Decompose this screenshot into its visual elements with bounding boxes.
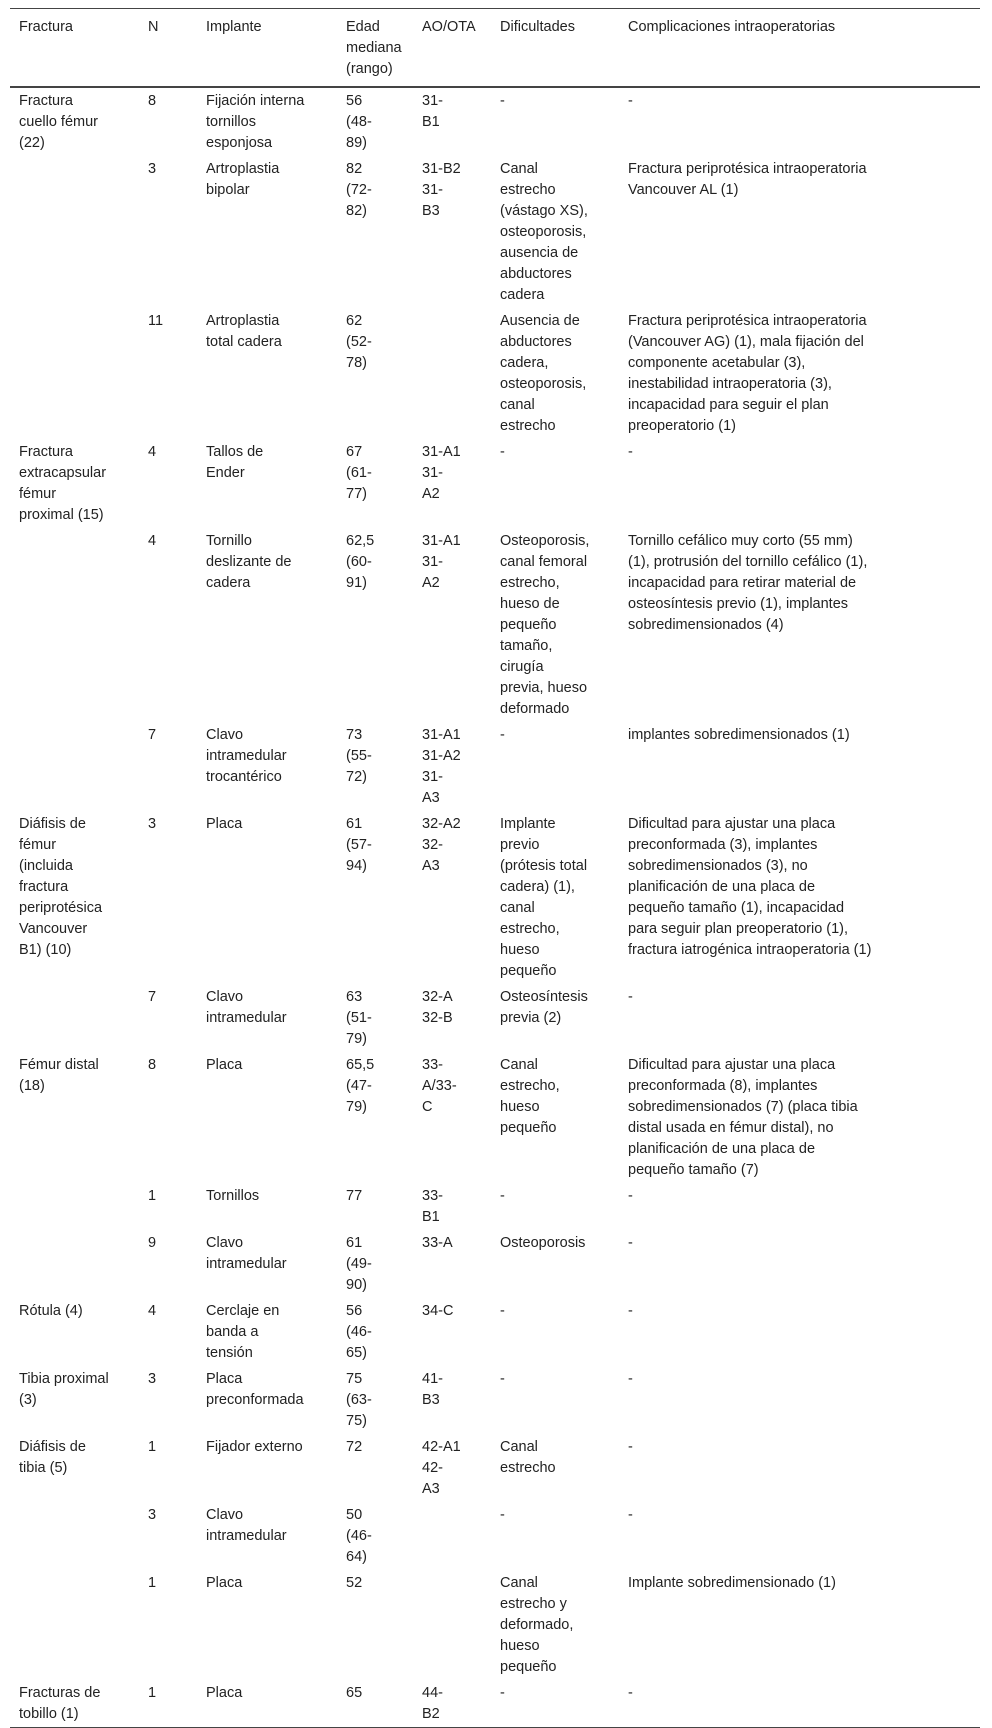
table-cell-n: [139, 1183, 197, 1230]
table-cell-n: [139, 308, 197, 439]
table-cell-ao-ota: [413, 1298, 491, 1366]
cell-text: Artroplastia total cadera: [206, 313, 282, 350]
cell-text: 8: [148, 93, 157, 109]
table-row: [10, 439, 980, 528]
table-cell-ao-ota: [413, 1502, 491, 1570]
cell-text: implantes sobredimensionados (1): [628, 727, 850, 743]
cell-text: Clavo intramedular: [206, 1235, 287, 1272]
column-header-label: N: [148, 19, 159, 35]
cell-text: 32-A 32-B: [422, 989, 453, 1026]
cell-text: -: [500, 1303, 505, 1319]
cell-text: Clavo intramedular: [206, 1507, 287, 1544]
table-cell-complicaciones: [619, 308, 980, 439]
table-cell-ao-ota: [413, 1230, 491, 1298]
cell-text: -: [628, 1685, 633, 1701]
table-cell-ao-ota: [413, 1052, 491, 1183]
table-cell-n: [139, 1298, 197, 1366]
table-cell-implante: [197, 811, 337, 984]
table-cell-ao-ota: [413, 722, 491, 811]
table-cell-dificultades: [491, 1366, 619, 1434]
table-cell-complicaciones: [619, 1230, 980, 1298]
table-cell-implante: [197, 722, 337, 811]
table-cell-dificultades: [491, 1502, 619, 1570]
cell-text: -: [500, 1371, 505, 1387]
cell-text: 42-A1 42- A3: [422, 1439, 461, 1497]
cell-text: Diáfisis de fémur (incluida fractura periprotésica Vancouver B1) (10): [19, 816, 103, 958]
cell-text: 3: [148, 1507, 157, 1523]
cell-text: Cerclaje en banda a tensión: [206, 1303, 280, 1361]
table-cell-n: [139, 87, 197, 156]
table-cell-edad: [337, 1570, 413, 1680]
table-cell-dificultades: [491, 439, 619, 528]
cell-text: Osteosíntesis previa (2): [500, 989, 588, 1026]
cell-text: 9: [148, 1235, 157, 1251]
table-row: [10, 1230, 980, 1298]
table-cell-complicaciones: [619, 1052, 980, 1183]
table-cell-edad: [337, 528, 413, 722]
cell-text: 62,5 (60- 91): [346, 533, 375, 591]
table-cell-complicaciones: [619, 1366, 980, 1434]
table-row: [10, 1570, 980, 1680]
table-row: [10, 1052, 980, 1183]
table-cell-n: [139, 439, 197, 528]
cell-text: Canal estrecho y deformado, hueso pequeño: [500, 1575, 574, 1675]
cell-text: Implante previo (prótesis total cadera) (1), canal estrecho, hueso pequeño: [500, 816, 588, 979]
table-cell-complicaciones: [619, 722, 980, 811]
column-header-n: [139, 9, 197, 88]
table-cell-complicaciones: [619, 984, 980, 1052]
cell-text: -: [500, 1685, 505, 1701]
table-cell-implante: [197, 1366, 337, 1434]
cell-text: 75 (63- 75): [346, 1371, 372, 1429]
table-cell-implante: [197, 1680, 337, 1728]
table-row: [10, 308, 980, 439]
table-cell-fractura: [10, 528, 139, 722]
cell-text: 65,5 (47- 79): [346, 1057, 375, 1115]
cell-text: Canal estrecho (vástago XS), osteoporosis, ausencia de abductores cadera: [500, 161, 588, 303]
cell-text: 7: [148, 727, 157, 743]
cell-text: -: [628, 1188, 633, 1204]
table-cell-fractura: [10, 1434, 139, 1502]
table-header: [10, 9, 980, 88]
cell-text: Diáfisis de tibia (5): [19, 1439, 86, 1476]
cell-text: 32-A2 32- A3: [422, 816, 461, 874]
cell-text: 50 (46- 64): [346, 1507, 372, 1565]
table-cell-implante: [197, 87, 337, 156]
cell-text: Fractura extracapsular fémur proximal (15): [19, 444, 107, 523]
cell-text: Tornillo deslizante de cadera: [206, 533, 292, 591]
table-cell-edad: [337, 156, 413, 308]
table-cell-dificultades: [491, 1434, 619, 1502]
cell-text: 67 (61- 77): [346, 444, 372, 502]
cell-text: 63 (51- 79): [346, 989, 372, 1047]
cell-text: 31-A1 31-A2 31- A3: [422, 727, 461, 806]
cell-text: 4: [148, 444, 157, 460]
cell-text: 72: [346, 1439, 363, 1455]
table-cell-complicaciones: [619, 1298, 980, 1366]
table-cell-complicaciones: [619, 1570, 980, 1680]
table-cell-dificultades: [491, 1230, 619, 1298]
cell-text: 31-B2 31- B3: [422, 161, 461, 219]
cell-text: Rótula (4): [19, 1303, 83, 1319]
cell-text: Fractura periprotésica intraoperatoria (Vancouver AG) (1), mala fijación del componente acetabular (3), inestabilidad intraoperatoria (3), incapacidad para seguir el plan preoperatorio (1): [628, 313, 867, 434]
table-cell-ao-ota: [413, 984, 491, 1052]
table-cell-n: [139, 528, 197, 722]
table-cell-complicaciones: [619, 87, 980, 156]
cell-text: -: [500, 444, 505, 460]
cell-text: 65: [346, 1685, 363, 1701]
table-row: [10, 1434, 980, 1502]
table-cell-fractura: [10, 308, 139, 439]
cell-text: -: [628, 989, 633, 1005]
cell-text: Canal estrecho: [500, 1439, 556, 1476]
cell-text: -: [628, 1439, 633, 1455]
table-cell-edad: [337, 984, 413, 1052]
table-cell-edad: [337, 439, 413, 528]
table-cell-edad: [337, 722, 413, 811]
table-row: [10, 722, 980, 811]
cell-text: Ausencia de abductores cadera, osteoporosis, canal estrecho: [500, 313, 587, 434]
cell-text: Fractura cuello fémur (22): [19, 93, 98, 151]
cell-text: 33-A: [422, 1235, 453, 1251]
column-header-label: Dificultades: [500, 19, 575, 35]
cell-text: Dificultad para ajustar una placa preconformada (3), implantes sobredimensionados (3), no planificación de una placa de pequeño tamaño (1), incapacidad para seguir plan preoperatorio (1), fractura iatrogénica intraoperatoria (1): [628, 816, 872, 958]
cell-text: Implante sobredimensionado (1): [628, 1575, 836, 1591]
cell-text: 4: [148, 533, 157, 549]
table-row: [10, 1366, 980, 1434]
column-header-label: Edad mediana (rango): [346, 19, 402, 77]
table-cell-ao-ota: [413, 156, 491, 308]
cell-text: 82 (72- 82): [346, 161, 372, 219]
column-header-complicaciones: [619, 9, 980, 88]
header-row: [10, 9, 980, 88]
table-cell-dificultades: [491, 1183, 619, 1230]
cell-text: Fracturas de tobillo (1): [19, 1685, 101, 1722]
cell-text: Dificultad para ajustar una placa preconformada (8), implantes sobredimensionados (7) (placa tibia distal usada en fémur distal), no planificación de una placa de pequeño tamaño (7): [628, 1057, 858, 1178]
cell-text: Tornillos: [206, 1188, 260, 1204]
cell-text: 56 (46- 65): [346, 1303, 372, 1361]
cell-text: Osteoporosis, canal femoral estrecho, hueso de pequeño tamaño, cirugía previa, hueso deformado: [500, 533, 590, 717]
table-row: [10, 87, 980, 156]
column-header-label: Fractura: [19, 19, 73, 35]
table-row: [10, 1298, 980, 1366]
cell-text: -: [628, 1371, 633, 1387]
table-cell-n: [139, 1366, 197, 1434]
table-row: [10, 1183, 980, 1230]
column-header-dificultades: [491, 9, 619, 88]
table-cell-implante: [197, 1183, 337, 1230]
cell-text: -: [500, 727, 505, 743]
table-cell-ao-ota: [413, 811, 491, 984]
table-cell-fractura: [10, 1680, 139, 1728]
table-cell-n: [139, 156, 197, 308]
cell-text: Fijación interna tornillos esponjosa: [206, 93, 305, 151]
cell-text: 33- A/33- C: [422, 1057, 457, 1115]
cell-text: 31- B1: [422, 93, 443, 130]
cell-text: Placa: [206, 816, 243, 832]
table-cell-ao-ota: [413, 87, 491, 156]
cell-text: -: [628, 444, 633, 460]
cell-text: 77: [346, 1188, 363, 1204]
cell-text: 1: [148, 1188, 157, 1204]
table-cell-n: [139, 984, 197, 1052]
table-cell-dificultades: [491, 87, 619, 156]
table-cell-fractura: [10, 811, 139, 984]
column-header-ao-ota: [413, 9, 491, 88]
cell-text: 31-A1 31- A2: [422, 533, 461, 591]
cell-text: 62 (52- 78): [346, 313, 372, 371]
table-cell-dificultades: [491, 308, 619, 439]
cell-text: Tallos de Ender: [206, 444, 264, 481]
table-cell-dificultades: [491, 528, 619, 722]
cell-text: Clavo intramedular trocantérico: [206, 727, 287, 785]
table-cell-implante: [197, 528, 337, 722]
table-cell-fractura: [10, 1570, 139, 1680]
cell-text: 11: [148, 313, 164, 329]
cell-text: Placa: [206, 1575, 243, 1591]
table-cell-complicaciones: [619, 811, 980, 984]
cell-text: -: [628, 1235, 633, 1251]
cell-text: Fémur distal (18): [19, 1057, 99, 1094]
column-header-edad: [337, 9, 413, 88]
cell-text: 1: [148, 1439, 157, 1455]
table-cell-complicaciones: [619, 156, 980, 308]
table-cell-implante: [197, 308, 337, 439]
table-cell-implante: [197, 1502, 337, 1570]
cell-text: 1: [148, 1575, 157, 1591]
table-cell-implante: [197, 984, 337, 1052]
cell-text: Artroplastia bipolar: [206, 161, 280, 198]
table-cell-ao-ota: [413, 1680, 491, 1728]
cell-text: 52: [346, 1575, 363, 1591]
cell-text: -: [628, 1507, 633, 1523]
table-cell-dificultades: [491, 1052, 619, 1183]
table-cell-fractura: [10, 1230, 139, 1298]
table-row: [10, 1502, 980, 1570]
results-table: [10, 8, 980, 1728]
table-cell-fractura: [10, 156, 139, 308]
cell-text: 4: [148, 1303, 157, 1319]
cell-text: Placa preconformada: [206, 1371, 304, 1408]
cell-text: 44- B2: [422, 1685, 443, 1722]
table-cell-ao-ota: [413, 528, 491, 722]
cell-text: 61 (57- 94): [346, 816, 372, 874]
table-cell-complicaciones: [619, 1434, 980, 1502]
cell-text: -: [628, 1303, 633, 1319]
table-cell-fractura: [10, 1366, 139, 1434]
cell-text: Clavo intramedular: [206, 989, 287, 1026]
table-cell-implante: [197, 1570, 337, 1680]
table-cell-ao-ota: [413, 1434, 491, 1502]
table-cell-dificultades: [491, 811, 619, 984]
table-cell-dificultades: [491, 722, 619, 811]
table-cell-edad: [337, 1366, 413, 1434]
table-cell-fractura: [10, 722, 139, 811]
table-cell-ao-ota: [413, 439, 491, 528]
cell-text: -: [628, 93, 633, 109]
table-cell-n: [139, 1434, 197, 1502]
cell-text: -: [500, 93, 505, 109]
table-cell-n: [139, 722, 197, 811]
table-cell-dificultades: [491, 1298, 619, 1366]
cell-text: 56 (48- 89): [346, 93, 372, 151]
table-cell-dificultades: [491, 1570, 619, 1680]
table-cell-ao-ota: [413, 1183, 491, 1230]
table-cell-edad: [337, 1502, 413, 1570]
cell-text: 8: [148, 1057, 157, 1073]
table-row: [10, 984, 980, 1052]
table-cell-edad: [337, 308, 413, 439]
cell-text: 7: [148, 989, 157, 1005]
table-cell-complicaciones: [619, 1680, 980, 1728]
table-cell-n: [139, 1230, 197, 1298]
table-cell-complicaciones: [619, 1183, 980, 1230]
column-header-label: AO/OTA: [422, 19, 476, 35]
table-cell-edad: [337, 87, 413, 156]
table-row: [10, 156, 980, 308]
cell-text: 34-C: [422, 1303, 454, 1319]
table-cell-edad: [337, 1434, 413, 1502]
cell-text: Fijador externo: [206, 1439, 303, 1455]
cell-text: Osteoporosis: [500, 1235, 586, 1251]
table-cell-implante: [197, 1052, 337, 1183]
table-cell-n: [139, 1680, 197, 1728]
table-cell-fractura: [10, 1502, 139, 1570]
table-cell-n: [139, 811, 197, 984]
cell-text: Canal estrecho, hueso pequeño: [500, 1057, 560, 1136]
table-cell-fractura: [10, 1298, 139, 1366]
cell-text: Fractura periprotésica intraoperatoria Vancouver AL (1): [628, 161, 867, 198]
table-cell-edad: [337, 1052, 413, 1183]
cell-text: -: [500, 1188, 505, 1204]
cell-text: -: [500, 1507, 505, 1523]
cell-text: Tibia proximal (3): [19, 1371, 109, 1408]
column-header-fractura: [10, 9, 139, 88]
table-cell-complicaciones: [619, 439, 980, 528]
table-cell-n: [139, 1052, 197, 1183]
table-cell-ao-ota: [413, 308, 491, 439]
table-cell-dificultades: [491, 156, 619, 308]
cell-text: 61 (49- 90): [346, 1235, 372, 1293]
table-cell-dificultades: [491, 1680, 619, 1728]
cell-text: 41- B3: [422, 1371, 443, 1408]
cell-text: 73 (55- 72): [346, 727, 372, 785]
table-row: [10, 811, 980, 984]
table-cell-edad: [337, 1680, 413, 1728]
cell-text: 3: [148, 816, 157, 832]
cell-text: 31-A1 31- A2: [422, 444, 461, 502]
cell-text: 1: [148, 1685, 157, 1701]
table-cell-edad: [337, 1230, 413, 1298]
cell-text: Placa: [206, 1057, 243, 1073]
table-row: [10, 1680, 980, 1728]
table-body: [10, 87, 980, 1728]
table-cell-edad: [337, 1298, 413, 1366]
table-cell-dificultades: [491, 984, 619, 1052]
table-cell-fractura: [10, 439, 139, 528]
table-cell-fractura: [10, 87, 139, 156]
table-cell-fractura: [10, 1183, 139, 1230]
table-cell-n: [139, 1570, 197, 1680]
cell-text: 33- B1: [422, 1188, 443, 1225]
column-header-implante: [197, 9, 337, 88]
table-cell-n: [139, 1502, 197, 1570]
column-header-label: Complicaciones intraoperatorias: [628, 19, 836, 35]
table-cell-ao-ota: [413, 1570, 491, 1680]
table-cell-ao-ota: [413, 1366, 491, 1434]
table-cell-fractura: [10, 984, 139, 1052]
table-cell-fractura: [10, 1052, 139, 1183]
table-cell-edad: [337, 811, 413, 984]
table-cell-implante: [197, 1298, 337, 1366]
table-cell-edad: [337, 1183, 413, 1230]
cell-text: Placa: [206, 1685, 243, 1701]
cell-text: 3: [148, 1371, 157, 1387]
cell-text: Tornillo cefálico muy corto (55 mm) (1), protrusión del tornillo cefálico (1), incapacidad para retirar material de osteosíntesis previo (1), implantes sobredimensionados (4): [628, 533, 868, 633]
column-header-label: Implante: [206, 19, 262, 35]
table-cell-implante: [197, 156, 337, 308]
table-cell-implante: [197, 439, 337, 528]
table-cell-implante: [197, 1434, 337, 1502]
table-cell-complicaciones: [619, 528, 980, 722]
cell-text: 3: [148, 161, 157, 177]
table-cell-implante: [197, 1230, 337, 1298]
table-row: [10, 528, 980, 722]
table-cell-complicaciones: [619, 1502, 980, 1570]
